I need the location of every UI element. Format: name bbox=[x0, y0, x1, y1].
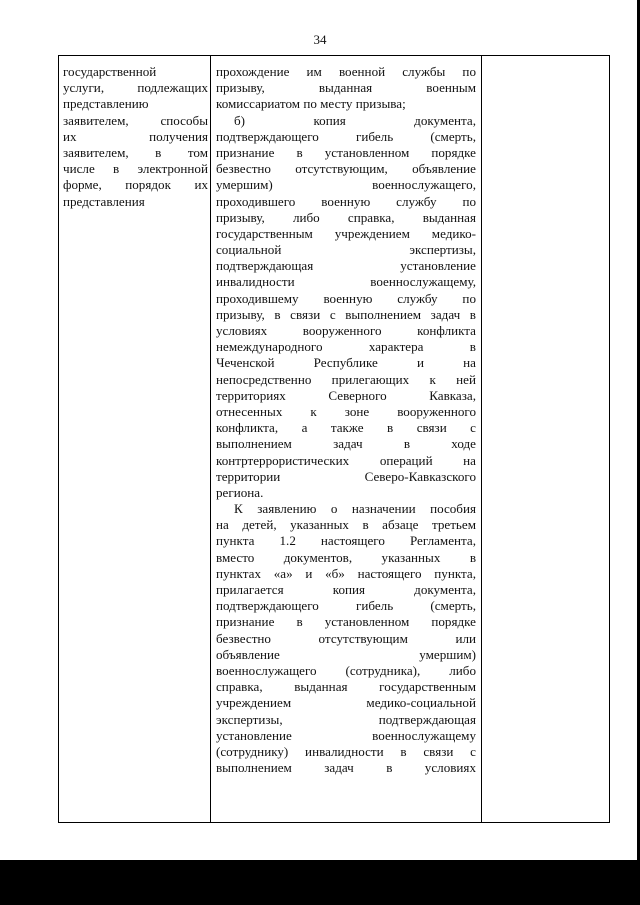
middle-column-line: немеждународного характера в bbox=[216, 339, 476, 355]
middle-column-line: контртеррористических операций на bbox=[216, 452, 476, 468]
middle-column-line: проходившего военную службу по bbox=[216, 193, 476, 209]
middle-column-line: экспертизы, подтверждающая bbox=[216, 711, 476, 727]
middle-column-line: проходившему военную службу по bbox=[216, 290, 476, 306]
middle-column-line: подтверждающего гибель (смерть, bbox=[216, 598, 476, 614]
middle-column-line: государственным учреждением медико- bbox=[216, 225, 476, 241]
middle-column-line: на детей, указанных в абзаце третьем bbox=[216, 517, 476, 533]
middle-column-line: справка, выданная государственным bbox=[216, 679, 476, 695]
middle-column-line: установление военнослужащему bbox=[216, 727, 476, 743]
middle-column-line: безвестно отсутствующим или bbox=[216, 630, 476, 646]
left-column-line: представления bbox=[63, 193, 145, 209]
left-column-line: форме, порядок их bbox=[63, 177, 208, 193]
scan-bottom-border bbox=[0, 860, 640, 905]
middle-column-line: выполнением задач в ходе bbox=[216, 436, 476, 452]
middle-column-line: социальной экспертизы, bbox=[216, 242, 476, 258]
left-column-line: заявителем, в том bbox=[63, 144, 208, 160]
middle-column-line: безвестно отсутствующим, объявление bbox=[216, 161, 476, 177]
middle-column-line: объявление умершим) bbox=[216, 646, 476, 662]
middle-column-line: инвалидности военнослужащему, bbox=[216, 274, 476, 290]
middle-column-line: подтверждающая установление bbox=[216, 258, 476, 274]
middle-column-line: б) копия документа, bbox=[234, 112, 476, 128]
column-divider-2 bbox=[481, 56, 482, 822]
middle-column-line: пункта 1.2 настоящего Регламента, bbox=[216, 533, 476, 549]
document-table bbox=[58, 55, 610, 823]
middle-column-line: условиях вооруженного конфликта bbox=[216, 323, 476, 338]
middle-column-line: призыву, выданная военным bbox=[216, 80, 476, 96]
middle-column-line: учреждением медико-социальной bbox=[216, 695, 476, 711]
middle-column-line: комиссариатом по месту призыва; bbox=[216, 96, 406, 112]
middle-column-line: признание в установленном порядке bbox=[216, 614, 476, 630]
middle-column-line: отнесенных к зоне вооруженного bbox=[216, 403, 476, 419]
middle-column-line: вместо документов, указанных в bbox=[216, 549, 476, 565]
left-column-line: услуги, подлежащих bbox=[63, 80, 208, 96]
middle-column-line: региона. bbox=[216, 484, 264, 500]
left-column-line: заявителем, способы bbox=[63, 112, 208, 128]
page-number: 34 bbox=[313, 32, 327, 47]
middle-column-line: территории Северо-Кавказского bbox=[216, 468, 476, 484]
middle-column-line: признание в установленном порядке bbox=[216, 144, 476, 160]
middle-column-cell bbox=[216, 64, 476, 776]
column-divider-1 bbox=[210, 56, 211, 822]
middle-column-line: непосредственно прилегающих к ней bbox=[216, 371, 476, 387]
middle-column-line: К заявлению о назначении пособия bbox=[234, 501, 476, 517]
middle-column-line: прилагается копия документа, bbox=[216, 582, 476, 597]
middle-column-line: территориях Северного Кавказа, bbox=[216, 387, 476, 403]
left-column-line: числе в электронной bbox=[63, 161, 208, 177]
middle-column-line: выполнением задач в условиях bbox=[216, 760, 476, 776]
middle-column-line: подтверждающего гибель (смерть, bbox=[216, 128, 476, 144]
middle-column-line: прохождение им военной службы по bbox=[216, 64, 476, 79]
left-column-line: государственной bbox=[63, 64, 157, 79]
middle-column-line: призыву, либо справка, выданная bbox=[216, 209, 476, 225]
middle-column-line: (сотруднику) инвалидности в связи с bbox=[216, 743, 476, 759]
middle-column-line: призыву, в связи с выполнением задач в bbox=[216, 306, 476, 322]
middle-column-line: конфликта, а также в связи с bbox=[216, 420, 476, 436]
left-column-line: их получения bbox=[63, 128, 208, 144]
middle-column-line: пунктах «а» и «б» настоящего пункта, bbox=[216, 565, 476, 581]
middle-column-line: умершим) военнослужащего, bbox=[216, 177, 476, 193]
middle-column-line: Чеченской Республике и на bbox=[216, 355, 476, 371]
left-column-line: представлению bbox=[63, 96, 149, 112]
middle-column-line: военнослужащего (сотрудника), либо bbox=[216, 662, 476, 678]
left-column-cell bbox=[63, 64, 208, 210]
